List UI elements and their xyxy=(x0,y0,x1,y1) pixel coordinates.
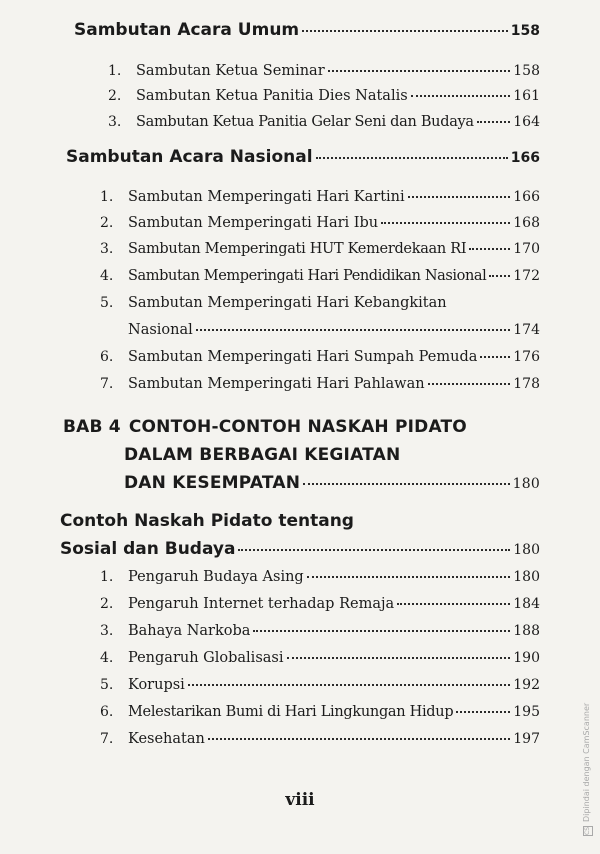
entry-title: Sambutan Ketua Panitia Dies Natalis xyxy=(136,88,408,104)
section-title: Sambutan Acara Nasional xyxy=(66,147,313,167)
leader-dots xyxy=(303,483,510,485)
toc-entry xyxy=(100,268,540,284)
toc-entry xyxy=(100,731,540,747)
entry-number: 2. xyxy=(100,596,114,612)
page-number: 168 xyxy=(513,215,540,231)
entry-title: Sambutan Memperingati Hari Kebangkitan xyxy=(128,295,447,311)
toc-entry xyxy=(100,376,540,392)
chapter-title-line1: CONTOH-CONTOH NASKAH PIDATO xyxy=(128,417,467,437)
toc-entry xyxy=(100,295,540,311)
chapter-heading xyxy=(63,417,467,437)
entry-title-continued: Nasional xyxy=(128,322,193,338)
entry-title: Sambutan Memperingati Hari Pendidikan Nasional xyxy=(128,268,487,284)
toc-entry-continuation xyxy=(128,322,540,338)
leader-dots xyxy=(428,383,511,385)
section-title: Sambutan Acara Umum xyxy=(74,20,300,40)
entry-title: Sambutan Memperingati HUT Kemerdekaan RI xyxy=(128,241,467,257)
leader-dots xyxy=(411,95,511,97)
leader-dots xyxy=(307,576,511,578)
page-number: 192 xyxy=(513,677,540,693)
chapter-title-line2: DALAM BERBAGAI KEGIATAN xyxy=(124,445,401,465)
page-number: 197 xyxy=(513,731,540,747)
leader-dots xyxy=(316,157,508,159)
toc-entry xyxy=(100,704,540,720)
entry-number: 3. xyxy=(100,623,114,639)
entry-number: 1. xyxy=(100,189,114,205)
entry-title: Sambutan Memperingati Hari Ibu xyxy=(128,215,379,231)
camscanner-logo-icon: CS xyxy=(584,827,591,835)
entry-title: Pengaruh Globalisasi xyxy=(128,650,284,666)
entry-number: 5. xyxy=(100,295,114,311)
page-number: 176 xyxy=(513,349,540,365)
entry-title: Pengaruh Internet terhadap Remaja xyxy=(128,596,395,612)
entry-title: Melestarikan Bumi di Hari Lingkungan Hidup xyxy=(128,704,454,720)
scanner-watermark xyxy=(582,703,593,836)
leader-dots xyxy=(456,711,510,713)
entry-title: Sambutan Ketua Seminar xyxy=(136,63,325,79)
leader-dots xyxy=(477,121,510,123)
page-number: 178 xyxy=(513,376,540,392)
entry-title: Kesehatan xyxy=(128,731,205,747)
leader-dots xyxy=(238,549,510,551)
page-number: 195 xyxy=(513,704,540,720)
page-number: 166 xyxy=(510,150,540,166)
leader-dots xyxy=(328,70,511,72)
leader-dots xyxy=(196,329,511,331)
leader-dots xyxy=(489,275,510,277)
chapter-label: BAB 4 xyxy=(63,417,121,437)
toc-entry xyxy=(100,623,540,639)
page-number: 180 xyxy=(513,542,540,558)
leader-dots xyxy=(287,657,511,659)
entry-number: 7. xyxy=(100,731,114,747)
toc-entry xyxy=(108,63,540,79)
toc-entry xyxy=(100,215,540,231)
page-number: 161 xyxy=(513,88,540,104)
page-number: 188 xyxy=(513,623,540,639)
leader-dots xyxy=(302,30,508,32)
page-number: 172 xyxy=(513,268,540,284)
toc-entry xyxy=(100,569,540,585)
page-number: 174 xyxy=(513,322,540,338)
page-number: 158 xyxy=(510,23,540,39)
leader-dots xyxy=(408,196,511,198)
page-number: 164 xyxy=(513,114,540,130)
leader-dots xyxy=(381,222,510,224)
entry-number: 1. xyxy=(100,569,114,585)
watermark-text: Dipindai dengan CamScanner xyxy=(582,702,591,822)
toc-entry xyxy=(100,596,540,612)
section-heading-sosial xyxy=(60,511,354,531)
section-heading-nasional xyxy=(66,147,540,167)
page-number: 180 xyxy=(512,476,540,492)
entry-title: Bahaya Narkoba xyxy=(128,623,251,639)
leader-dots xyxy=(480,356,510,358)
entry-number: 4. xyxy=(100,650,114,666)
section-heading-umum xyxy=(74,20,540,40)
chapter-heading-line3 xyxy=(124,473,540,493)
toc-entry xyxy=(100,650,540,666)
chapter-title-line3: DAN KESEMPATAN xyxy=(124,473,301,493)
entry-number: 5. xyxy=(100,677,114,693)
entry-title: Pengaruh Budaya Asing xyxy=(128,569,304,585)
leader-dots xyxy=(208,738,510,740)
entry-number: 6. xyxy=(100,349,114,365)
toc-entry xyxy=(100,349,540,365)
toc-entry xyxy=(108,114,540,130)
leader-dots xyxy=(469,248,510,250)
page-number: 166 xyxy=(513,189,540,205)
page-number: 184 xyxy=(513,596,540,612)
entry-title: Sambutan Memperingati Hari Kartini xyxy=(128,189,405,205)
section-title-line1: Contoh Naskah Pidato tentang xyxy=(60,511,354,531)
section-title-line2: Sosial dan Budaya xyxy=(60,539,236,559)
footer-page-number: viii xyxy=(285,790,315,810)
entry-title: Sambutan Memperingati Hari Sumpah Pemuda xyxy=(128,349,478,365)
entry-title: Sambutan Memperingati Hari Pahlawan xyxy=(128,376,425,392)
entry-number: 7. xyxy=(100,376,114,392)
entry-title: Sambutan Ketua Panitia Gelar Seni dan Budaya xyxy=(136,114,474,130)
page-number: 158 xyxy=(513,63,540,79)
entry-title: Korupsi xyxy=(128,677,185,693)
leader-dots xyxy=(188,684,510,686)
entry-number: 2. xyxy=(108,88,122,104)
entry-number: 3. xyxy=(100,241,114,257)
entry-number: 6. xyxy=(100,704,114,720)
page-number: 170 xyxy=(513,241,540,257)
toc-entry xyxy=(100,677,540,693)
toc-entry xyxy=(108,88,540,104)
leader-dots xyxy=(253,630,510,632)
toc-entry xyxy=(100,189,540,205)
page-number: 180 xyxy=(513,569,540,585)
section-heading-sosial-line2 xyxy=(60,539,540,559)
leader-dots xyxy=(397,603,510,605)
chapter-heading-line2 xyxy=(124,445,400,465)
page-number: 190 xyxy=(513,650,540,666)
entry-number: 2. xyxy=(100,215,114,231)
entry-number: 4. xyxy=(100,268,114,284)
entry-number: 3. xyxy=(108,114,122,130)
toc-entry xyxy=(100,241,540,257)
entry-number: 1. xyxy=(108,63,122,79)
